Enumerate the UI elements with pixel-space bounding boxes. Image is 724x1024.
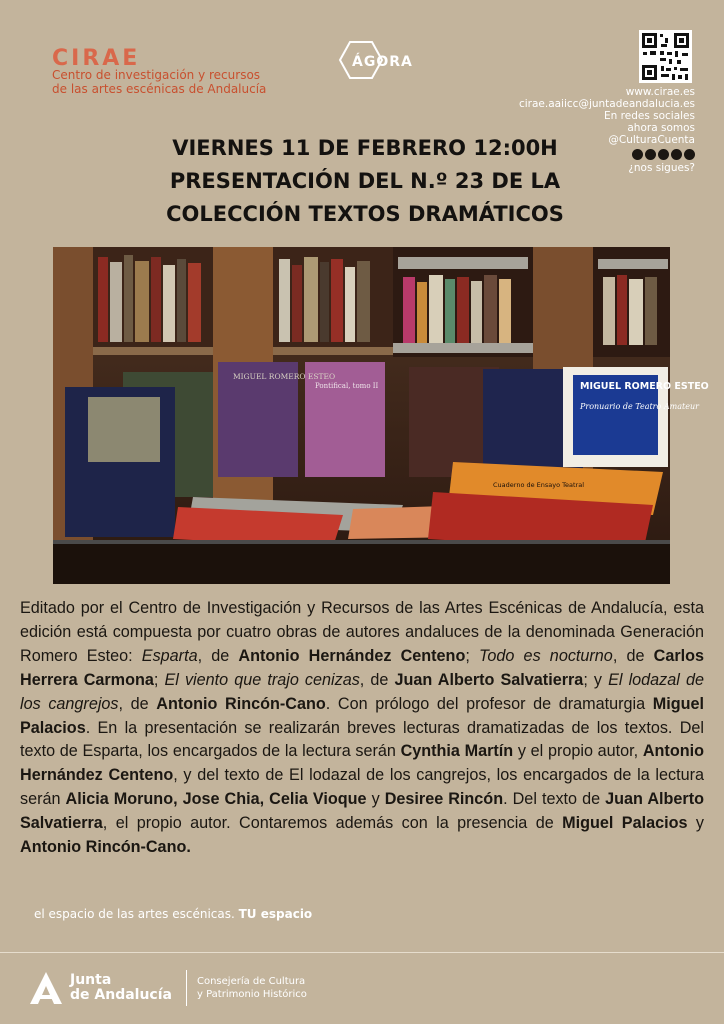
shelf-books-right	[403, 275, 511, 347]
junta-name	[70, 973, 172, 1003]
cirae-logo[interactable]	[52, 46, 267, 96]
footer-separator	[186, 970, 187, 1006]
book-title-b2: Pontifical, tomo II	[315, 382, 379, 390]
body-text-15: , el propio autor. Contaremos además con la presencia de	[102, 814, 563, 833]
headline-line3: COLECCIÓN TEXTOS DRAMÁTICOS	[166, 202, 564, 226]
twitter-icon[interactable]	[632, 149, 643, 160]
book-title-b3: MIGUEL ROMERO ESTEO	[580, 381, 709, 392]
guest-palacios: Miguel Palacios	[562, 814, 688, 833]
agora-wordmark: ÁGORA	[352, 54, 413, 70]
agora-logo[interactable]	[338, 40, 418, 82]
youtube-icon[interactable]	[671, 149, 682, 160]
headline-line2: PRESENTACIÓN DEL N.º 23 DE LA	[169, 169, 561, 193]
consejeria-line1: Consejería de Cultura	[196, 976, 306, 987]
author-rincon-cano: Antonio Rincón-Cano	[156, 694, 326, 713]
author-salvatierra-2: Juan Alberto Salvatierra	[20, 790, 704, 833]
author-salvatierra: Juan Alberto Salvatierra	[394, 670, 584, 689]
body-text-14: . Del texto de	[503, 790, 606, 809]
reader-hernandez-centeno: Antonio Hernández Centeno	[20, 742, 704, 785]
qr-code[interactable]	[639, 30, 692, 83]
author-herrera-carmona: Carlos Herrera Carmona	[20, 646, 705, 689]
website-link[interactable]: www.cirae.es	[625, 86, 695, 98]
work-title-el-lodazal: El lodazal de los cangrejos	[20, 670, 704, 713]
author-hernandez-centeno: Antonio Hernández Centeno	[238, 646, 466, 665]
guest-rincon-cano: Antonio Rincón-Cano.	[20, 838, 191, 857]
consejeria-line2: y Patrimonio Histórico	[196, 989, 307, 1000]
junta-name-line2: de Andalucía	[70, 987, 172, 1003]
footer-divider	[0, 952, 724, 953]
book-title-b5: Cuaderno de Ensayo Teatral	[493, 481, 585, 489]
prologue-author-palacios: Miguel Palacios	[20, 694, 704, 737]
tagline-text: el espacio de las artes escénicas.	[34, 907, 239, 921]
email-link[interactable]: cirae.aaiicc@juntadeandalucia.es	[518, 98, 695, 110]
body-text-16: y	[687, 814, 705, 833]
body-text-5: ;	[153, 670, 165, 689]
reader-cynthia-martin: Cynthia Martín	[400, 742, 514, 761]
work-title-esparta: Esparta	[141, 646, 198, 665]
book-title-b4: Pronuario de Teatro Amateur	[580, 402, 699, 411]
qr-code-icon	[639, 30, 692, 83]
junta-name-line1: Junta	[70, 972, 112, 988]
work-title-todo-es-nocturno: Todo es nocturno	[479, 646, 613, 665]
description-paragraph	[20, 597, 704, 860]
social-line1: En redes sociales	[604, 110, 695, 122]
readers-moruno-chia-vioque: Alicia Moruno, Jose Chia, Celia Vioque	[65, 790, 367, 809]
body-text-9: . Con prólogo del profesor de dramaturgia	[325, 694, 653, 713]
book-title-b1: MIGUEL ROMERO ESTEO	[233, 372, 336, 381]
cirae-line2: de las artes escénicas de Andalucía	[52, 82, 267, 96]
work-title-el-viento: El viento que trajo cenizas	[164, 670, 360, 689]
body-text-4: , de	[612, 646, 654, 665]
cirae-line1: Centro de investigación y recursos	[52, 68, 261, 82]
body-text-8: , de	[118, 694, 157, 713]
instagram-icon[interactable]	[645, 149, 656, 160]
headline-date: VIERNES 11 DE FEBRERO 12:00H	[172, 136, 558, 160]
body-text-7: ; y	[583, 670, 609, 689]
follow-prompt: ¿nos sigues?	[628, 162, 695, 174]
social-line2: ahora somos	[627, 122, 695, 134]
books-photo	[53, 247, 709, 584]
junta-andalucia-icon	[28, 970, 64, 1006]
social-handle[interactable]: @CulturaCuenta	[608, 134, 695, 146]
tagline	[34, 907, 312, 921]
soundcloud-icon[interactable]	[658, 149, 669, 160]
cirae-wordmark: CIRAE	[52, 46, 141, 71]
headline	[130, 132, 600, 231]
body-text-1: Editado por el Centro de Investigación y Recursos de las Artes Escénicas de Andalucía, esta edición está compuesta por cuatro obras de autores andaluces de la denominada Generación Romero Esteo:	[20, 599, 704, 665]
body-text-10: . En la presentación se realizarán breves lecturas dramatizadas de los textos. Del texto de Esparta, los encargados de la lectura serán	[20, 718, 704, 761]
consejeria-name	[197, 975, 307, 1001]
reader-desiree-rincon: Desiree Rincón	[384, 790, 504, 809]
body-text-2: , de	[197, 646, 239, 665]
body-text-12: , y del texto de El lodazal de los cangrejos, los encargados de la lectura serán	[20, 766, 704, 809]
body-text-6: , de	[359, 670, 395, 689]
junta-logo[interactable]	[28, 970, 307, 1006]
books-photo-illustration	[53, 247, 709, 584]
body-text-11: y el propio autor,	[513, 742, 643, 761]
tagline-bold: TU espacio	[238, 907, 313, 921]
body-text-13: y	[366, 790, 385, 809]
facebook-icon[interactable]	[684, 149, 695, 160]
body-text-3: ;	[465, 646, 479, 665]
